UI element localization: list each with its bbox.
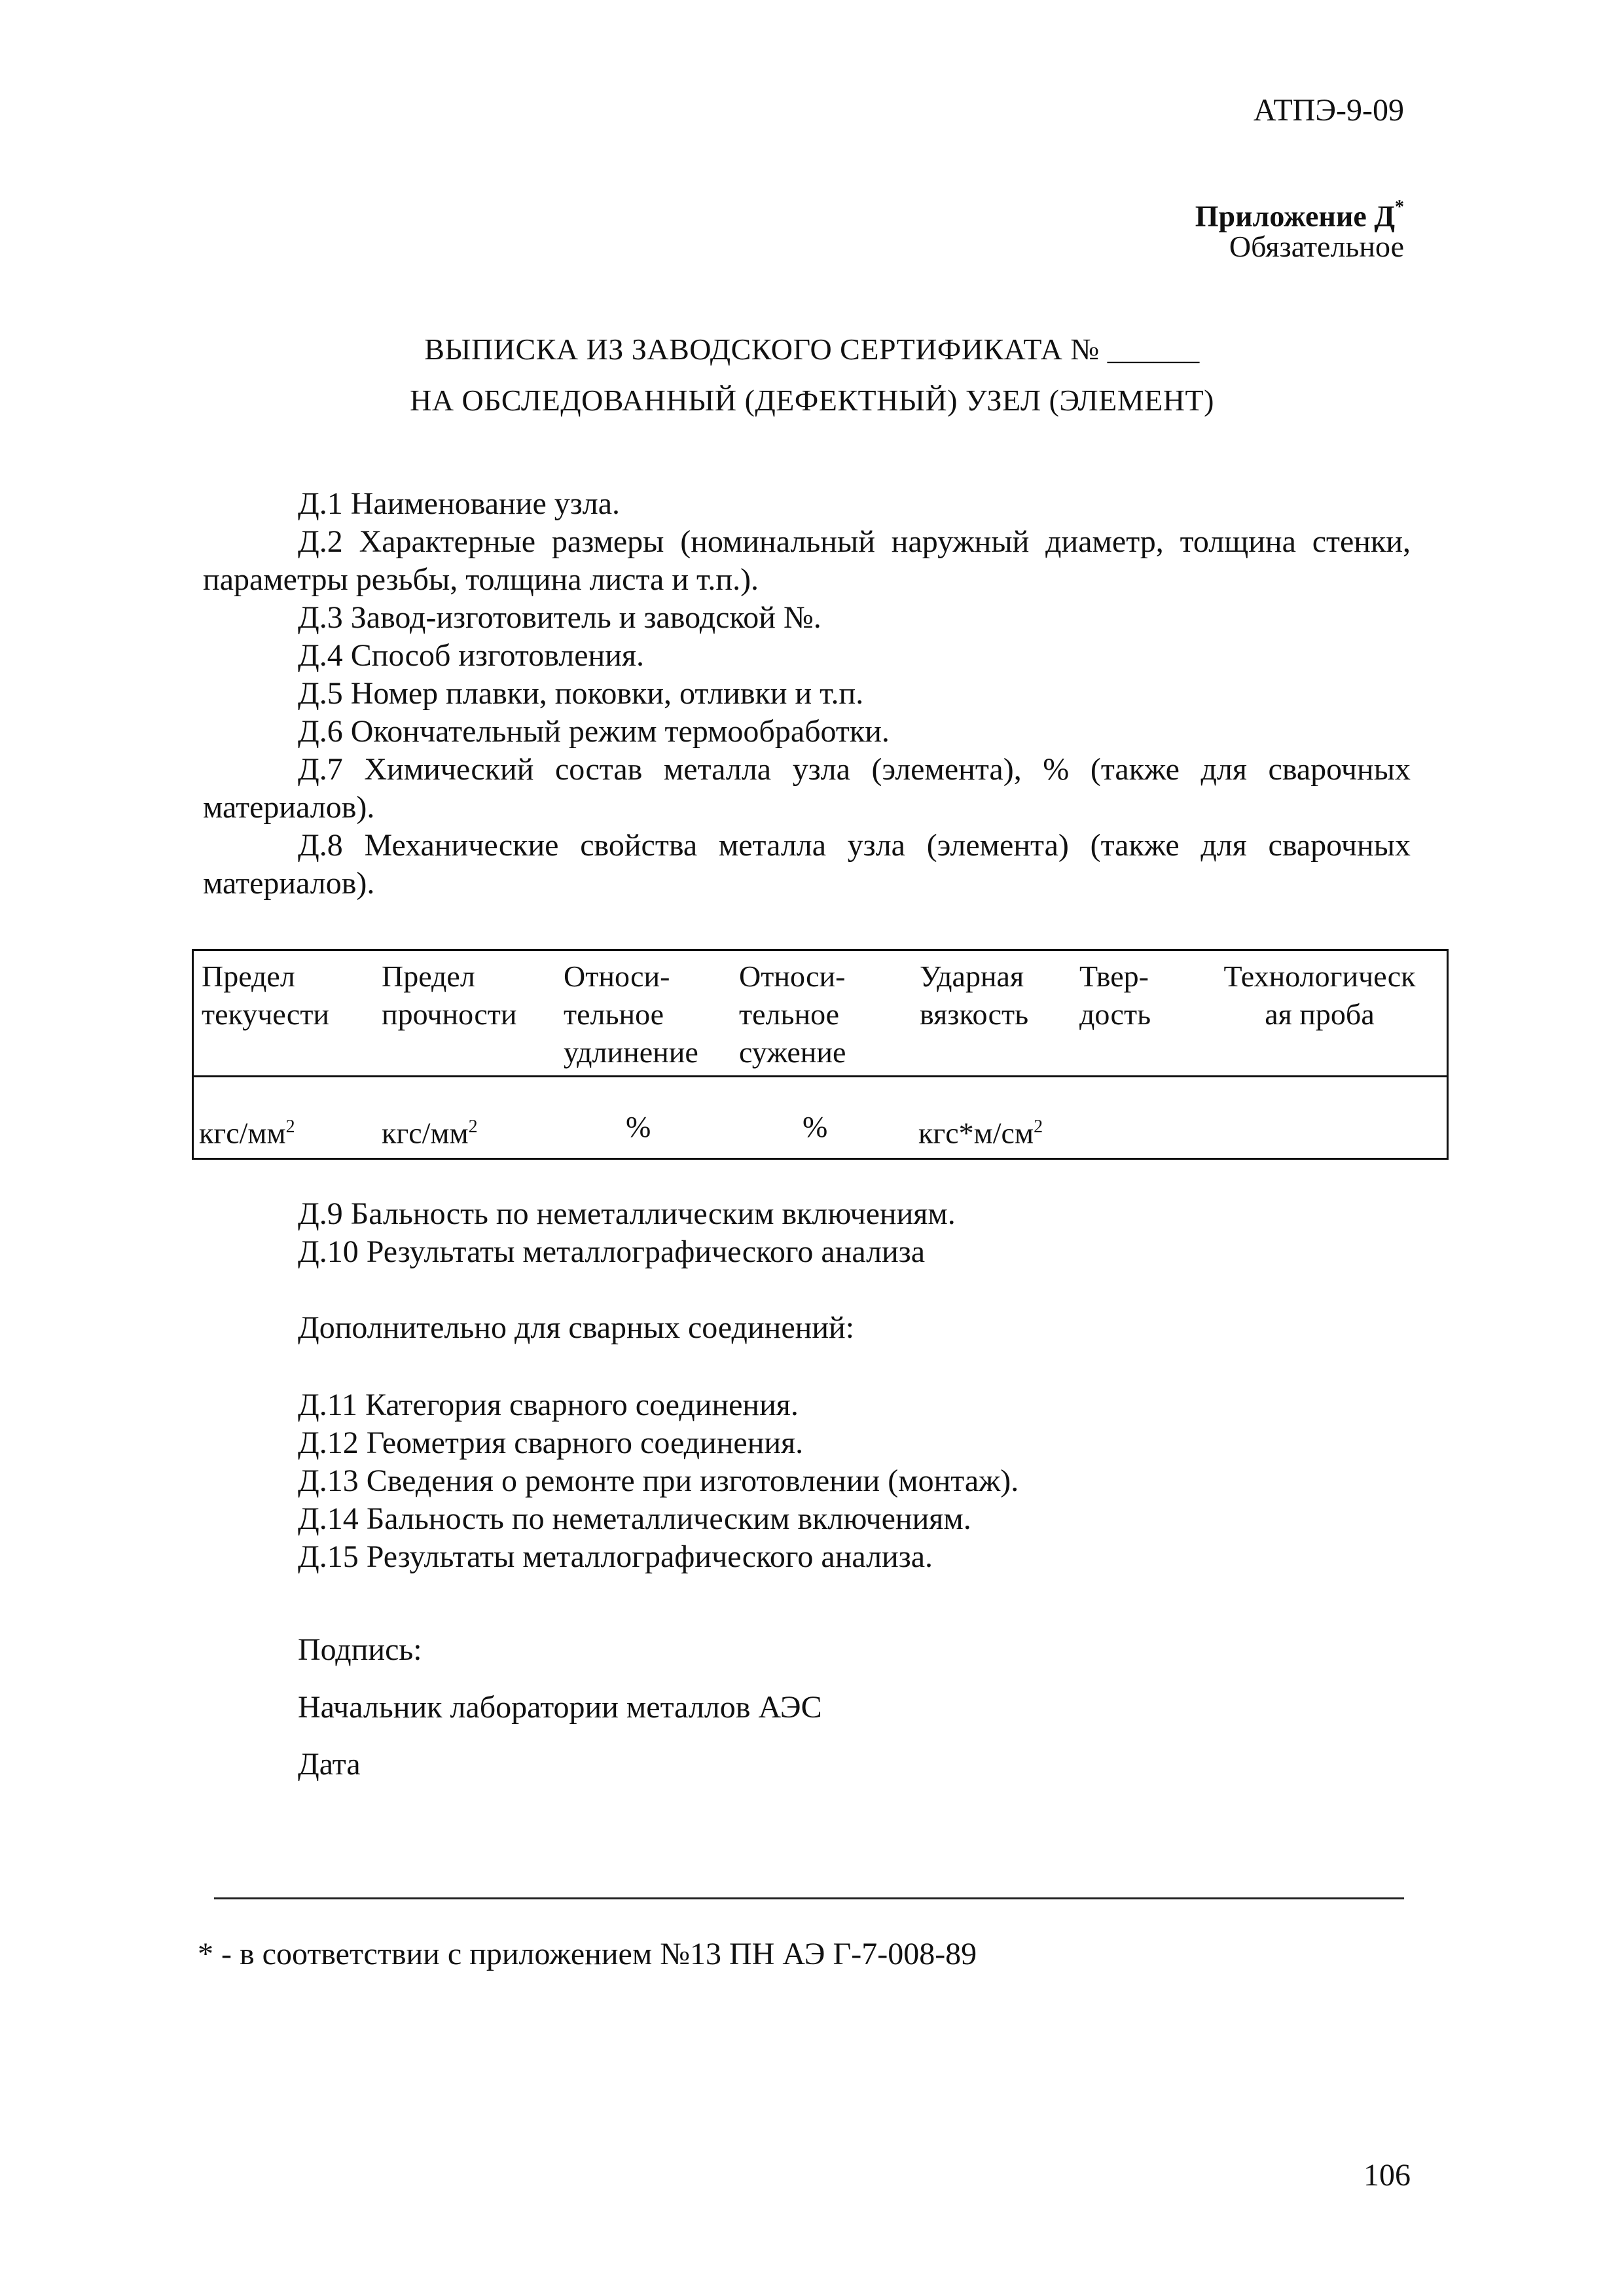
unit-base: кгс/мм [199, 1116, 286, 1150]
item-d14: Д.14 Бальность по неметаллическим включениям. [298, 1501, 971, 1536]
page-number: 106 [1363, 2158, 1411, 2193]
table-header-hardness: Твер- дость [1079, 960, 1151, 1031]
item-d11: Д.11 Категория сварного соединения. [298, 1388, 799, 1422]
item-d1: Д.1 Наименование узла. [298, 486, 620, 521]
footnote-text: * - в соответствии с приложением №13 ПН АЭ Г-7-008-89 [198, 1937, 977, 1971]
unit-base: % [626, 1110, 651, 1143]
item-d9: Д.9 Бальность по неметаллическим включениям. [298, 1196, 956, 1231]
table-header-separator [194, 1075, 1447, 1077]
welds-intro: Дополнительно для сварных соединений: [298, 1310, 855, 1345]
unit-exponent: 2 [1034, 1117, 1043, 1137]
table-header-tensile-strength: Предел прочности [382, 960, 517, 1031]
table-header-yield-strength: Предел текучести [202, 960, 330, 1031]
document-heading-line2: НА ОБСЛЕДОВАННЫЙ (ДЕФЕКТНЫЙ) УЗЕЛ (ЭЛЕМЕНТ) [410, 384, 1214, 417]
mechanical-properties-table [192, 949, 1449, 1160]
item-d10: Д.10 Результаты металлографического анализа [298, 1234, 926, 1269]
appendix-footnote-mark: * [1395, 197, 1404, 217]
table-unit-elongation [626, 1108, 651, 1146]
unit-base: % [803, 1110, 828, 1143]
item-d2-line2: параметры резьбы, толщина листа и т.п.). [203, 562, 759, 597]
table-header-elongation: Относи- тельное удлинение [564, 960, 698, 1069]
item-d2-line1: Д.2 Характерные размеры (номинальный наружный диаметр, толщина стенки, [298, 524, 1411, 559]
signature-label: Подпись: [298, 1632, 422, 1667]
footnote-divider [214, 1897, 1404, 1899]
table-unit-tensile-strength [382, 1108, 478, 1152]
unit-exponent: 2 [468, 1117, 478, 1137]
date-label: Дата [298, 1747, 361, 1782]
item-d8-line1: Д.8 Механические свойства металла узла (элемента) (также для сварочных [298, 828, 1411, 863]
signature-position: Начальник лаборатории металлов АЭС [298, 1690, 822, 1725]
unit-exponent: 2 [285, 1117, 295, 1137]
table-header-technological-test: Технологическ ая проба [1223, 960, 1416, 1031]
document-code: АТПЭ-9-09 [1253, 93, 1404, 128]
item-d5: Д.5 Номер плавки, поковки, отливки и т.п. [298, 676, 864, 711]
table-header-impact-toughness: Ударная вязкость [920, 960, 1029, 1031]
item-d8-line2: материалов). [203, 866, 375, 901]
document-heading-line1: ВЫПИСКА ИЗ ЗАВОДСКОГО СЕРТИФИКАТА № ______ [424, 332, 1200, 366]
item-d13: Д.13 Сведения о ремонте при изготовлении (монтаж). [298, 1463, 1019, 1498]
table-unit-reduction-of-area [803, 1108, 827, 1146]
appendix-status: Обязательное [1229, 230, 1404, 263]
table-unit-yield-strength [199, 1108, 295, 1152]
table-header-reduction-of-area: Относи- тельное сужение [739, 960, 846, 1069]
item-d3: Д.3 Завод-изготовитель и заводской №. [298, 600, 821, 635]
item-d15: Д.15 Результаты металлографического анализа. [298, 1539, 933, 1574]
appendix-title-text: Приложение Д [1195, 199, 1395, 233]
item-d7-line2: материалов). [203, 790, 375, 825]
item-d7-line1: Д.7 Химический состав металла узла (элемента), % (также для сварочных [298, 752, 1411, 787]
item-d6: Д.6 Окончательный режим термообработки. [298, 714, 890, 749]
table-unit-impact-toughness [918, 1108, 1043, 1152]
item-d4: Д.4 Способ изготовления. [298, 638, 644, 673]
item-d12: Д.12 Геометрия сварного соединения. [298, 1426, 804, 1460]
unit-base: кгс*м/см [918, 1116, 1034, 1150]
unit-base: кгс/мм [382, 1116, 469, 1150]
